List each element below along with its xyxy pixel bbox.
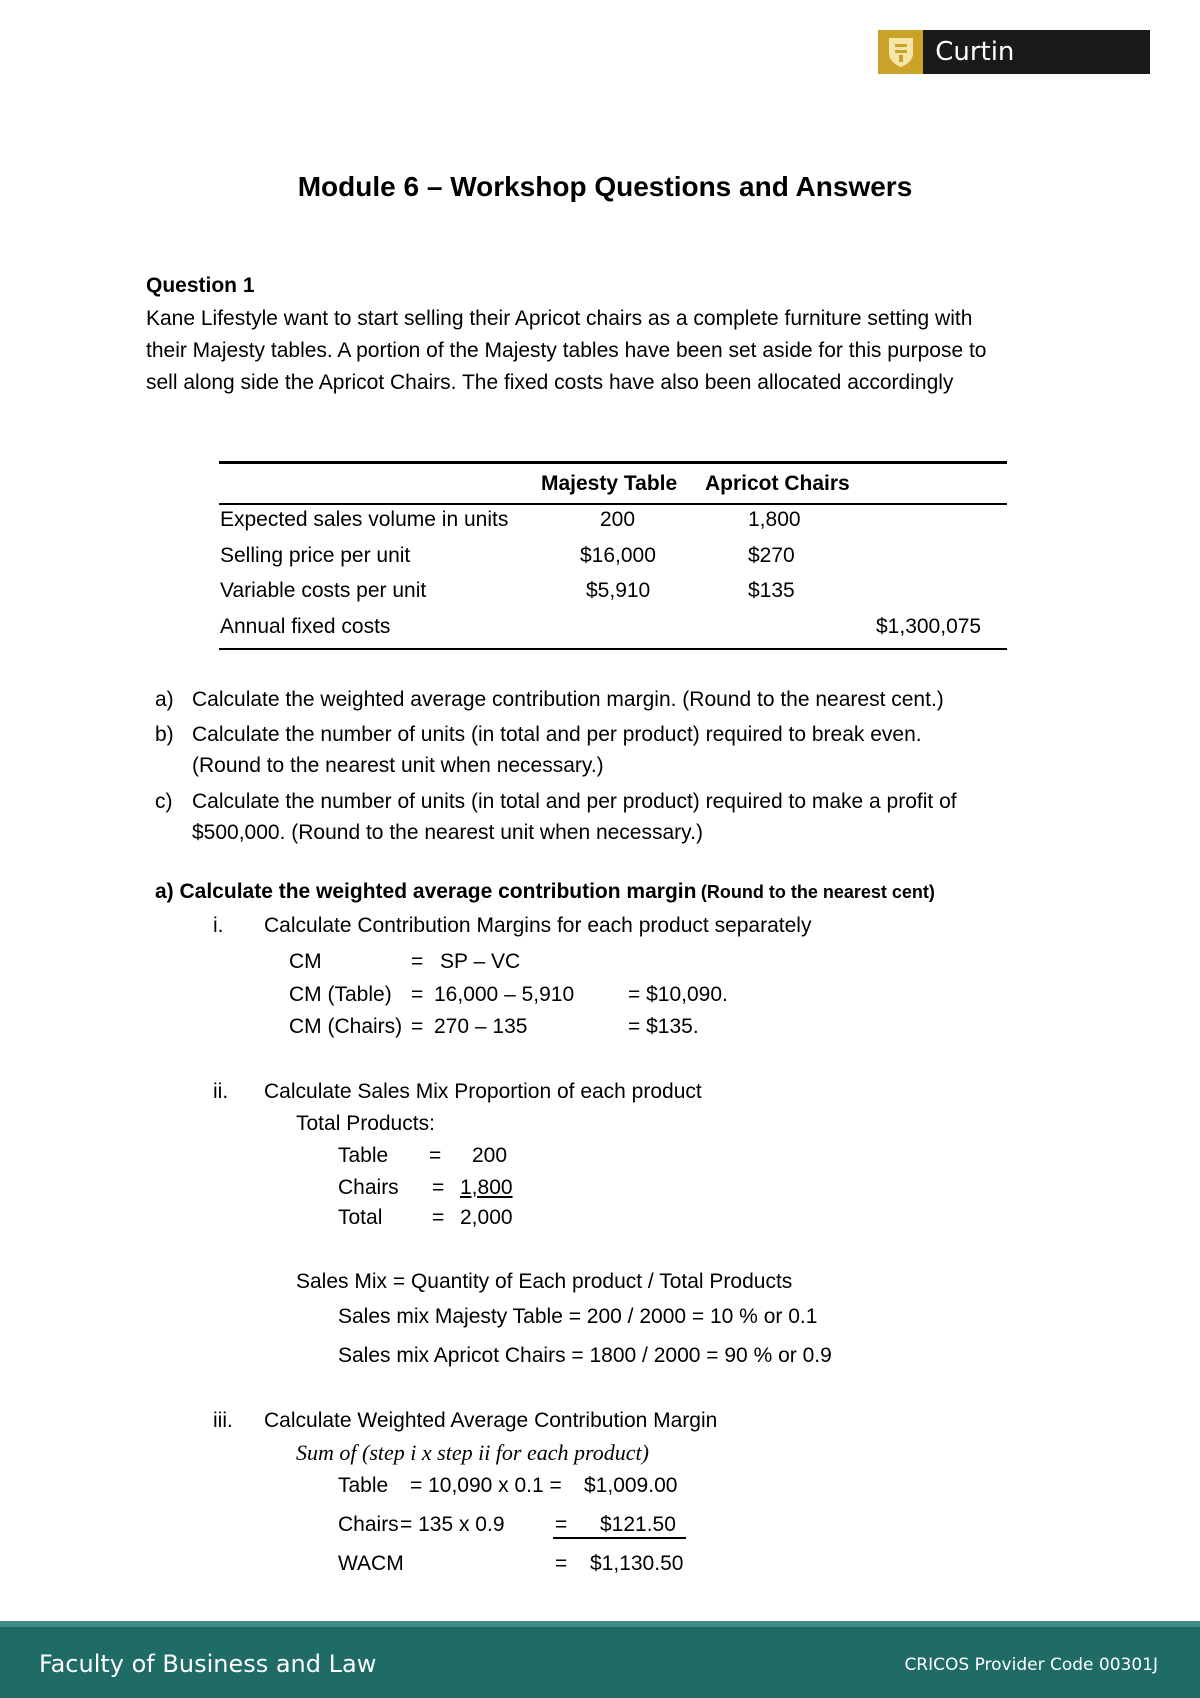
- cell-table: $16,000: [580, 544, 656, 567]
- row-label: Annual fixed costs: [220, 615, 391, 638]
- cell-chairs: $135: [748, 579, 795, 602]
- question-line: Kane Lifestyle want to start selling their Apricot chairs as a complete furniture setting with: [146, 307, 973, 330]
- curtin-logo: [878, 30, 1150, 111]
- cell-chairs: $270: [748, 544, 795, 567]
- step2-title: Calculate Sales Mix Proportion of each product: [264, 1080, 702, 1103]
- cm-label: CM: [289, 950, 322, 973]
- task-text: [192, 786, 1052, 848]
- question-line: their Majesty tables. A portion of the Majesty tables have been set aside for this purpose to: [146, 339, 987, 362]
- mix-chairs-value: 1,800: [460, 1176, 513, 1199]
- task-label: a): [155, 688, 174, 711]
- wacm-table-label: Table: [338, 1474, 389, 1497]
- mix-total-equals: =: [432, 1206, 445, 1229]
- step2-number: ii.: [213, 1080, 229, 1103]
- task-line: (Round to the nearest unit when necessary.): [192, 754, 604, 777]
- cm-table-result: = $10,090.: [628, 983, 728, 1006]
- logo-text: Curtin University: [935, 37, 1067, 111]
- cm-chairs-result: = $135.: [628, 1015, 699, 1038]
- cm-chairs-expr: 270 – 135: [434, 1015, 528, 1038]
- step3-number: iii.: [213, 1409, 233, 1432]
- answer-heading-note: (Round to the nearest cent): [700, 882, 935, 902]
- cm-table-label: CM (Table): [289, 983, 392, 1006]
- row-label: Variable costs per unit: [220, 579, 427, 602]
- cell-table: 200: [600, 508, 636, 531]
- task-text: [192, 719, 1052, 781]
- col-header-majesty: Majesty Table: [541, 472, 678, 495]
- cm-equals: =: [411, 950, 424, 973]
- step1-title: Calculate Contribution Margins for each product separately: [264, 914, 812, 937]
- task-line: Calculate the number of units (in total and per product) required to break even.: [192, 723, 922, 746]
- cm-table-equals: =: [411, 983, 424, 1006]
- sales-mix-table: Sales mix Majesty Table = 200 / 2000 = 10 % or 0.1: [338, 1305, 818, 1328]
- row-label: Expected sales volume in units: [220, 508, 509, 531]
- task-line: $500,000. (Round to the nearest unit when necessary.): [192, 821, 703, 844]
- wacm-value: $1,130.50: [590, 1552, 684, 1575]
- wacm-chairs-equals: =: [555, 1513, 568, 1536]
- task-text: [192, 684, 1052, 715]
- footer-faculty: Faculty of Business and Law: [39, 1650, 377, 1678]
- task-label: c): [155, 790, 173, 813]
- answer-heading-text: a) Calculate the weighted average contribution margin: [155, 880, 697, 903]
- cell-total: $1,300,075: [876, 615, 982, 638]
- question-text: [146, 303, 1062, 399]
- table-bottom-rule: [219, 648, 1007, 650]
- wacm-chairs-label: Chairs: [338, 1513, 399, 1536]
- question-heading: Question 1: [146, 274, 255, 297]
- step1-number: i.: [213, 914, 224, 937]
- wacm-table-expr: = 10,090 x 0.1 =: [410, 1474, 562, 1497]
- sales-mix-chairs: Sales mix Apricot Chairs = 1800 / 2000 = 90 % or 0.9: [338, 1344, 832, 1367]
- wacm-sum-rule: [553, 1537, 686, 1539]
- question-line: sell along side the Apricot Chairs. The fixed costs have also been allocated accordingly: [146, 371, 954, 394]
- col-header-apricot: Apricot Chairs: [705, 472, 850, 495]
- table-header-rule: [219, 503, 1007, 505]
- wacm-equals: =: [555, 1552, 568, 1575]
- task-line: Calculate the weighted average contribution margin. (Round to the nearest cent.): [192, 688, 944, 711]
- mix-table-value: 200: [472, 1144, 508, 1167]
- mix-table-label: Table: [338, 1144, 389, 1167]
- table-top-rule: [219, 461, 1007, 464]
- cm-chairs-equals: =: [411, 1015, 424, 1038]
- wacm-chairs-expr: = 135 x 0.9: [400, 1513, 505, 1536]
- step3-title: Calculate Weighted Average Contribution Margin: [264, 1409, 718, 1432]
- cell-chairs: 1,800: [748, 508, 801, 531]
- cm-expr: SP – VC: [440, 950, 521, 973]
- wacm-label: WACM: [338, 1552, 404, 1575]
- sales-mix-formula: Sales Mix = Quantity of Each product / Total Products: [296, 1270, 793, 1293]
- mix-total-label: Total: [338, 1206, 383, 1229]
- crest-icon: [878, 30, 923, 74]
- wacm-table-value: $1,009.00: [584, 1474, 678, 1497]
- answer-heading: [155, 880, 935, 904]
- wacm-chairs-value: $121.50: [600, 1513, 676, 1536]
- mix-table-equals: =: [429, 1144, 442, 1167]
- task-label: b): [155, 723, 174, 746]
- footer-cricos: CRICOS Provider Code 00301J: [904, 1655, 1158, 1675]
- mix-chairs-label: Chairs: [338, 1176, 399, 1199]
- step3-subtitle: Sum of (step i x step ii for each product): [296, 1440, 649, 1465]
- row-label: Selling price per unit: [220, 544, 411, 567]
- mix-chairs-equals: =: [432, 1176, 445, 1199]
- task-line: Calculate the number of units (in total and per product) required to make a profit of: [192, 790, 957, 813]
- page-title: Module 6 – Workshop Questions and Answers: [297, 171, 913, 202]
- footer-accent: [0, 1621, 1200, 1627]
- cell-table: $5,910: [586, 579, 651, 602]
- cm-chairs-label: CM (Chairs): [289, 1015, 403, 1038]
- total-products-label: Total Products:: [296, 1112, 435, 1135]
- cm-table-expr: 16,000 – 5,910: [434, 983, 575, 1006]
- mix-total-value: 2,000: [460, 1206, 513, 1229]
